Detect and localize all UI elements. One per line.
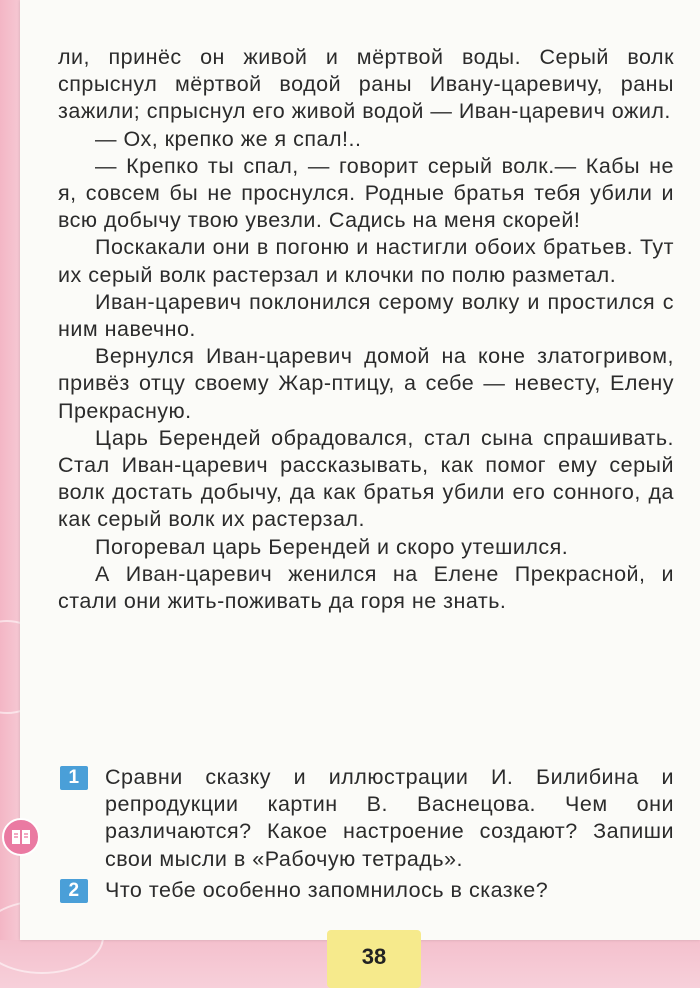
paragraph: — Крепко ты спал, — говорит серый волк.— Кабы не я, совсем бы не проснулся. Родные братья тебя убили и всю добычу твою увезли. Садись на меня скорей! [58, 153, 674, 233]
paragraph: Погоревал царь Берендей и скоро утешился. [95, 534, 569, 559]
task-number-badge: 1 [60, 766, 88, 790]
task-text: Что тебе особенно запомнилось в сказке? [105, 877, 549, 902]
story-text [58, 44, 674, 615]
task-number-badge: 2 [60, 879, 88, 903]
paragraph: — Ох, крепко же я спал!.. [95, 126, 362, 151]
task-text: Сравни сказку и иллюстрации И. Билибина и репродукции картин В. Васнецова. Чем они различаются? Какое настроение создают? Запиши свои мысли в «Рабочую тетрадь». [105, 765, 674, 871]
paragraph: Поскакали они в погоню и настигли обоих братьев. Тут их серый волк растерзал и клочки по полю разметал. [58, 235, 674, 287]
paragraph: Вернулся Иван-царевич домой на коне златогривом, привёз отцу своему Жар-птицу, а себе — невесту, Елену Прекрасную. [58, 344, 674, 423]
paragraph: Иван-царевич поклонился серому волку и простился с ним навечно. [58, 289, 674, 342]
paragraph: ли, принёс он живой и мёртвой воды. Серый волк спрыснул мёртвой водой раны Ивану-царевичу, раны зажили; спрыснул его живой водой — Иван-царевич ожил. [58, 45, 674, 124]
task-item [60, 764, 674, 873]
book-icon [2, 818, 40, 856]
task-list [60, 764, 674, 908]
page-number: 38 [327, 930, 421, 988]
task-item [60, 877, 674, 904]
paragraph: А Иван-царевич женился на Елене Прекрасной, и стали они жить-поживать да горя не знать. [58, 561, 674, 614]
paragraph: Царь Берендей обрадовался, стал сына спрашивать. Стал Иван-царевич рассказывать, как помог ему серый волк достать добычу, да как братья убили его сонного, да как серый волк их растерзал. [58, 425, 674, 532]
